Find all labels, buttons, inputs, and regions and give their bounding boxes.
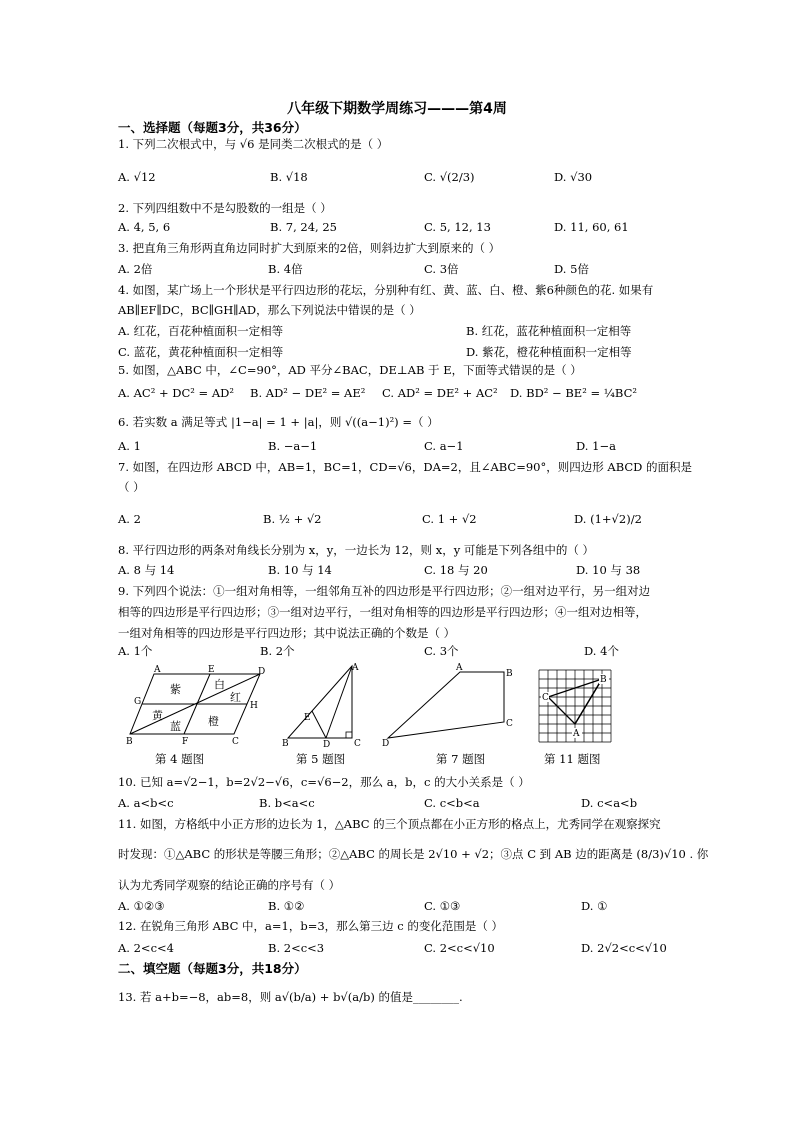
figure-11-caption: 第 11 题图 <box>544 752 601 766</box>
question-8: 8. 平行四边形的两条对角线长分别为 x，y，一边长为 12，则 x，y 可能是下列各组中的（ ） <box>118 543 594 557</box>
svg-text:D: D <box>258 667 266 677</box>
q2-option-b: B. 7, 24, 25 <box>270 220 337 234</box>
svg-text:黄: 黄 <box>152 709 163 722</box>
q5-option-b: B. AD² − DE² = AE² <box>250 386 366 400</box>
q6-option-c: C. a−1 <box>424 439 464 453</box>
svg-text:C: C <box>542 693 549 703</box>
q5-option-d: D. BD² − BE² = ¼BC² <box>510 386 637 400</box>
page-title: 八年级下期数学周练习———第4周 <box>287 101 507 117</box>
q9-option-d: D. 4个 <box>584 644 619 658</box>
q10-option-a: A. a<b<c <box>118 796 174 810</box>
q7-option-a: A. 2 <box>118 512 141 526</box>
q3-option-d: D. 5倍 <box>554 262 589 276</box>
q3-option-c: C. 3倍 <box>424 262 459 276</box>
question-4-line1: 4. 如图，某广场上一个形状是平行四边形的花坛，分别种有红、黄、蓝、白、橙、紫6种颜色的花. 如果有 <box>118 283 654 297</box>
svg-text:A: A <box>352 663 359 673</box>
q6-option-b: B. −a−1 <box>268 439 318 453</box>
question-6: 6. 若实数 a 满足等式 |1−a| = 1 + |a|，则 √((a−1)²) =（ ） <box>118 415 439 429</box>
q4-option-d: D. 紫花，橙花种植面积一定相等 <box>466 345 632 359</box>
q10-option-d: D. c<a<b <box>581 796 638 810</box>
svg-text:D: D <box>382 739 390 748</box>
q1-option-b: B. √18 <box>270 170 308 184</box>
q11-option-c: C. ①③ <box>424 899 461 913</box>
question-7-line1: 7. 如图，在四边形 ABCD 中，AB=1，BC=1，CD=√6，DA=2，且∠ABC=90°，则四边形 ABCD 的面积是 <box>118 460 693 474</box>
section-heading-fill: 二、填空题（每题3分，共18分） <box>118 961 307 976</box>
question-7-line2: （ ） <box>118 480 145 494</box>
q2-option-d: D. 11, 60, 61 <box>554 220 629 234</box>
svg-text:B: B <box>282 739 289 748</box>
q3-option-a: A. 2倍 <box>118 262 153 276</box>
q12-option-b: B. 2<c<3 <box>268 941 325 955</box>
q1-option-c: C. √(2/3) <box>424 170 475 184</box>
q6-option-d: D. 1−a <box>576 439 616 453</box>
q12-option-d: D. 2√2<c<√10 <box>581 941 667 955</box>
q4-option-a: A. 红花，百花种植面积一定相等 <box>118 324 284 338</box>
q12-option-c: C. 2<c<√10 <box>424 941 495 955</box>
question-11-line1: 11. 如图，方格纸中小正方形的边长为 1，△ABC 的三个顶点都在小正方形的格点上，尤秀同学在观察探究 <box>118 817 661 831</box>
q5-option-a: A. AC² + DC² = AD² <box>118 386 234 400</box>
figure-11-grid <box>535 666 615 746</box>
svg-text:E: E <box>208 665 215 675</box>
svg-text:B: B <box>600 675 607 685</box>
question-5: 5. 如图，△ABC 中，∠C=90°，AD 平分∠BAC，DE⊥AB 于 E，下面等式错误的是（ ） <box>118 363 582 377</box>
q3-option-b: B. 4倍 <box>268 262 303 276</box>
svg-text:蓝: 蓝 <box>170 720 181 733</box>
q7-option-d: D. (1+√2)/2 <box>574 512 642 526</box>
svg-text:红: 红 <box>230 691 241 704</box>
q4-option-b: B. 红花，蓝花种植面积一定相等 <box>466 324 632 338</box>
question-9-line2: 相等的四边形是平行四边形；③一组对边平行，一组对角相等的四边形是平行四边形；④一组对边相等， <box>118 605 647 619</box>
section-heading-choice: 一、选择题（每题3分，共36分） <box>118 120 307 135</box>
svg-text:A: A <box>154 665 161 675</box>
q7-option-c: C. 1 + √2 <box>422 512 477 526</box>
svg-text:橙: 橙 <box>208 715 219 728</box>
figure-7-quadrilateral <box>382 662 520 748</box>
q11-option-b: B. ①② <box>268 899 305 913</box>
question-13: 13. 若 a+b=−8，ab=8，则 a√(b/a) + b√(a/b) 的值是________. <box>118 990 463 1004</box>
svg-text:B: B <box>126 737 133 746</box>
q1-option-d: D. √30 <box>554 170 593 184</box>
q7-option-b: B. ½ + √2 <box>263 512 322 526</box>
question-2: 2. 下列四组数中不是勾股数的一组是（ ） <box>118 201 332 215</box>
svg-text:A: A <box>456 663 463 673</box>
svg-text:C: C <box>354 739 361 748</box>
question-4-line2: AB∥EF∥DC，BC∥GH∥AD，那么下列说法中错误的是（ ） <box>118 303 421 317</box>
q2-option-a: A. 4, 5, 6 <box>118 220 171 234</box>
q8-option-c: C. 18 与 20 <box>424 563 488 577</box>
question-12: 12. 在锐角三角形 ABC 中，a=1，b=3，那么第三边 c 的变化范围是（ ） <box>118 919 504 933</box>
question-10: 10. 已知 a=√2−1，b=2√2−√6，c=√6−2，那么 a，b，c 的大小关系是（ ） <box>118 775 530 789</box>
q1-option-a: A. √12 <box>118 170 156 184</box>
question-1: 1. 下列二次根式中，与 √6 是同类二次根式的是（ ） <box>118 137 389 151</box>
question-3: 3. 把直角三角形两直角边同时扩大到原来的2倍，则斜边扩大到原来的（ ） <box>118 241 501 255</box>
figure-4-caption: 第 4 题图 <box>155 752 205 766</box>
q11-option-d: D. ① <box>581 899 608 913</box>
svg-text:紫: 紫 <box>170 683 181 696</box>
svg-text:B: B <box>506 669 513 679</box>
q5-option-c: C. AD² = DE² + AC² <box>382 386 498 400</box>
svg-text:F: F <box>182 737 189 746</box>
q8-option-a: A. 8 与 14 <box>118 563 175 577</box>
question-9-line3: 一组对角相等的四边形是平行四边形；其中说法正确的个数是（ ） <box>118 626 456 640</box>
q12-option-a: A. 2<c<4 <box>118 941 174 955</box>
figure-4-parallelogram <box>126 664 266 746</box>
svg-text:H: H <box>250 701 258 711</box>
q4-option-c: C. 蓝花，黄花种植面积一定相等 <box>118 345 284 359</box>
q10-option-b: B. b<a<c <box>259 796 315 810</box>
q8-option-b: B. 10 与 14 <box>268 563 332 577</box>
q11-option-a: A. ①②③ <box>118 899 165 913</box>
svg-text:C: C <box>506 719 513 729</box>
question-9-line1: 9. 下列四个说法：①一组对角相等，一组邻角互补的四边形是平行四边形；②一组对边平行，另一组对边 <box>118 584 651 598</box>
figure-5-caption: 第 5 题图 <box>296 752 346 766</box>
svg-text:C: C <box>232 737 239 746</box>
svg-text:E: E <box>304 713 311 723</box>
svg-text:A: A <box>573 729 580 739</box>
q6-option-a: A. 1 <box>118 439 141 453</box>
q9-option-a: A. 1个 <box>118 644 153 658</box>
q10-option-c: C. c<b<a <box>424 796 480 810</box>
question-11-line3: 认为尤秀同学观察的结论正确的序号有（ ） <box>118 878 341 892</box>
svg-text:G: G <box>134 697 142 707</box>
q2-option-c: C. 5, 12, 13 <box>424 220 491 234</box>
q8-option-d: D. 10 与 38 <box>576 563 641 577</box>
q9-option-c: C. 3个 <box>424 644 459 658</box>
svg-text:D: D <box>323 740 331 748</box>
figure-7-caption: 第 7 题图 <box>436 752 486 766</box>
figure-5-triangle <box>282 662 372 748</box>
question-11-line2: 时发现：①△ABC 的形状是等腰三角形；②△ABC 的周长是 2√10 + √2；③点 C 到 AB 边的距离是 (8/3)√10 . 你 <box>118 847 709 861</box>
svg-text:白: 白 <box>214 678 225 691</box>
q9-option-b: B. 2个 <box>260 644 295 658</box>
